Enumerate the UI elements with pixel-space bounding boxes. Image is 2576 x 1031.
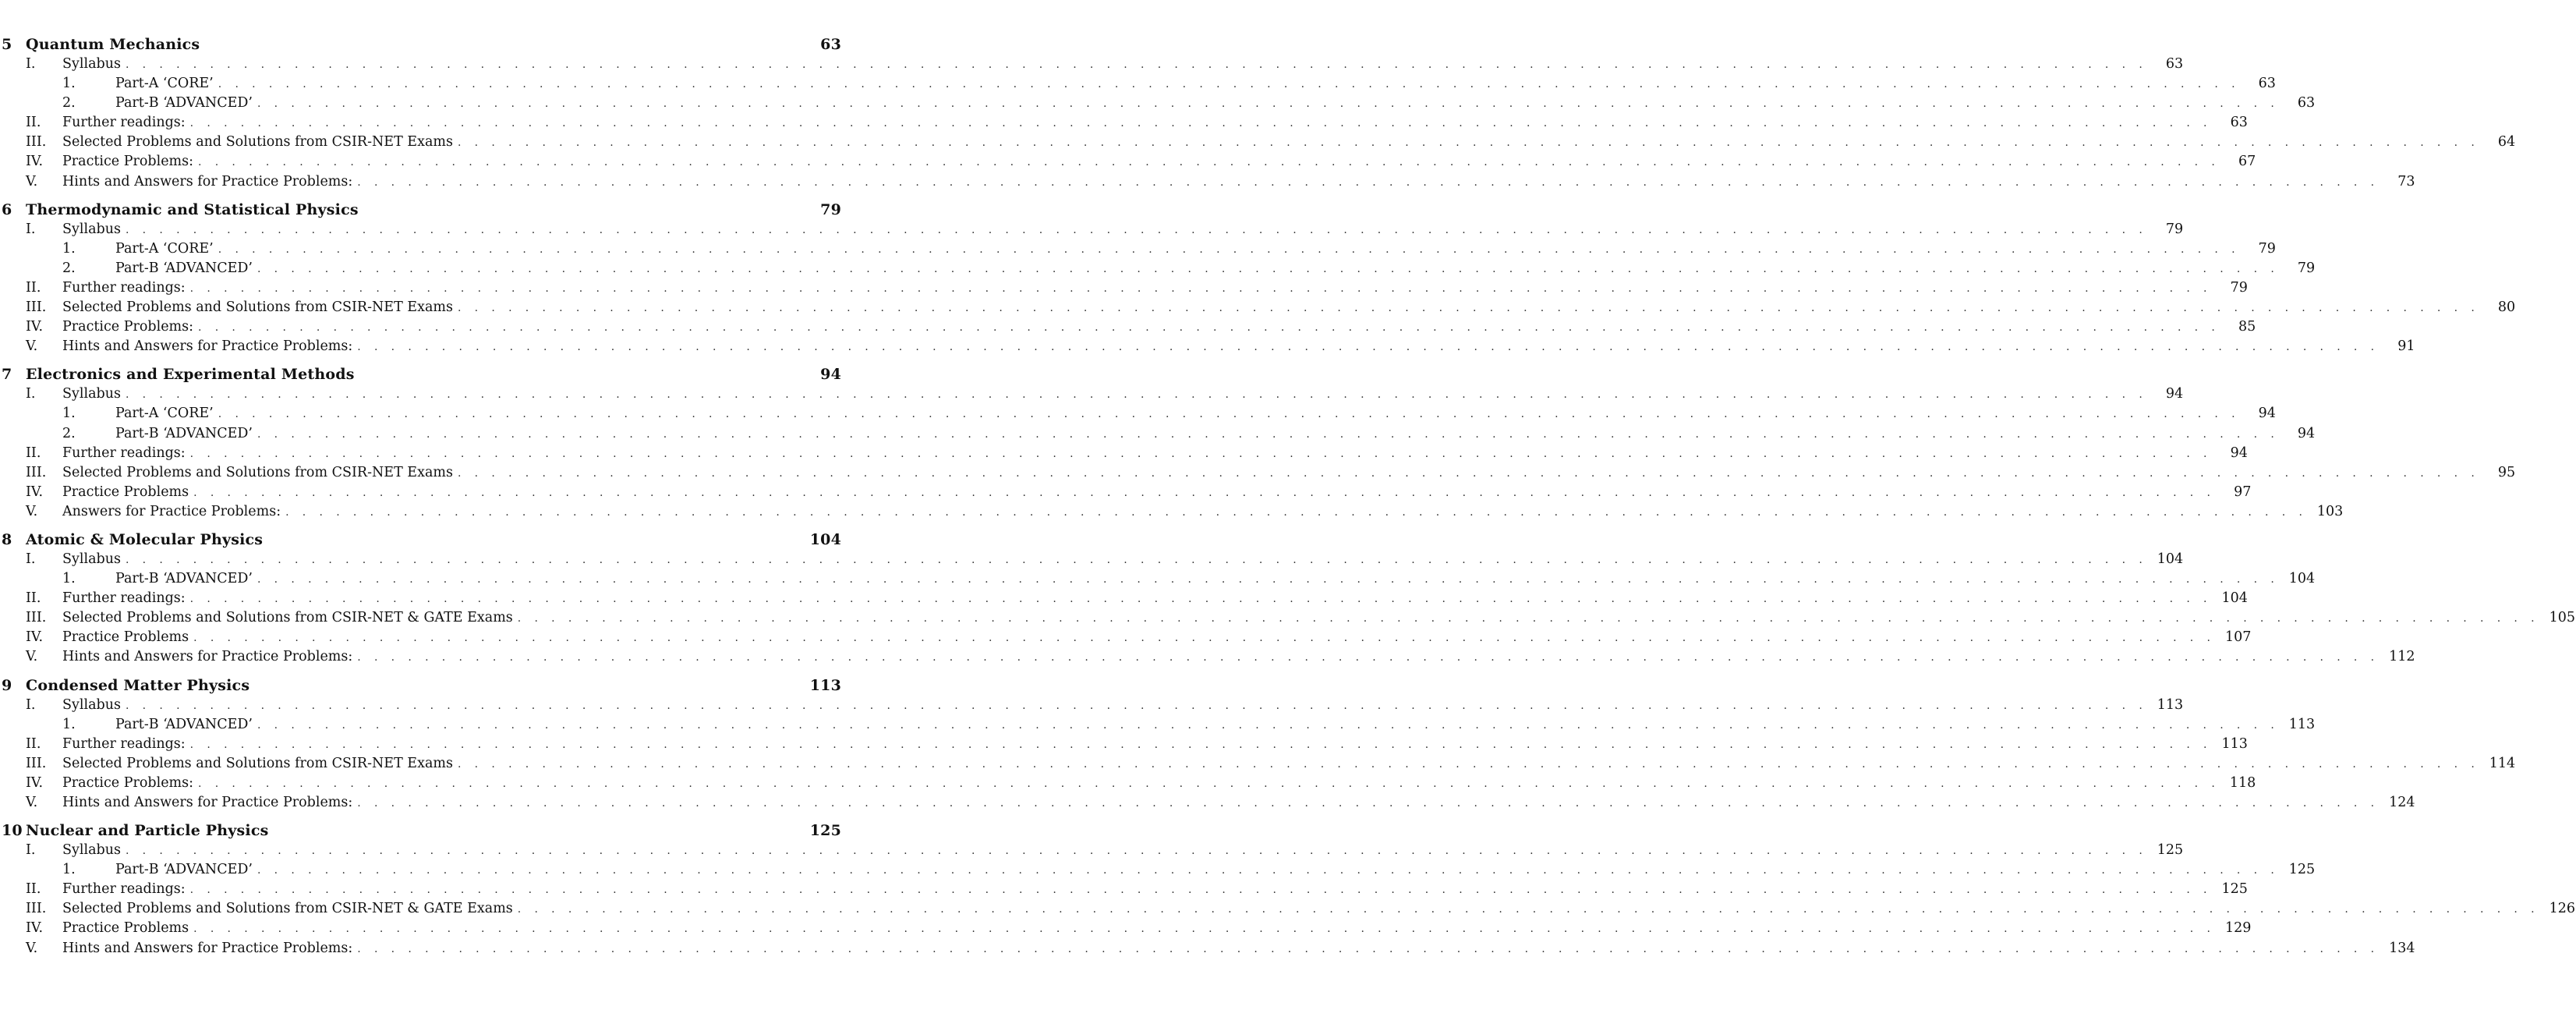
dot-leader: . . . . . . . . . . . . . . . . . . . . . . . . . . . . . . . . . . . . . . . . . . . . . . . . . . . . . . . . . . . . . . . . . . . . . . . . . . . . . . . . . . . . . . . . . . . . . . . . . . . . . . . . . . . . . . . . . . . . . . . . bbox=[218, 408, 2240, 421]
toc-entry[interactable] bbox=[0, 696, 2184, 717]
toc-entry[interactable] bbox=[0, 464, 2516, 484]
dot-leader: . . . . . . . . . . . . . . . . . . . . . . . . . . . . . . . . . . . . . . . . . . . . . . . . . . . . . . . . . . . . . . . . . . . . . . . . . . . . . . . . . . . . . . . . . . . . . . . . . . . . . . . . . . . . . . . . . . . . . . . . bbox=[218, 243, 2240, 256]
chapter-heading[interactable] bbox=[0, 531, 842, 551]
entry-number: 1. bbox=[62, 76, 76, 92]
entry-page-number: 125 bbox=[2288, 862, 2316, 878]
toc-entry[interactable] bbox=[0, 735, 2248, 756]
toc-entry[interactable] bbox=[0, 386, 2184, 406]
chapter-section bbox=[0, 822, 2575, 960]
dot-leader: . . . . . . . . . . . . . . . . . . . . . . . . . . . . . . . . . . . . . . . . . . . . . . . . . . . . . . . . . . . . . . . . . . . . . . . . . . . . . . . . . . . . . . . . . . . . . . . . . . . . . . . . . . . . . . . . . . . . . . . . bbox=[357, 175, 2380, 189]
toc-entry[interactable] bbox=[0, 795, 2415, 814]
entry-title: Part-B ‘ADVANCED’ bbox=[115, 716, 253, 732]
chapter-section bbox=[0, 530, 2575, 669]
entry-title: Practice Problems bbox=[62, 920, 189, 937]
toc-entry[interactable] bbox=[0, 134, 2516, 154]
dot-leader: . . . . . . . . . . . . . . . . . . . . . . . . . . . . . . . . . . . . . . . . . . . . . . . . . . . . . . . . . . . . . . . . . . . . . . . . . . . . . . . . . . . . . . . . . . . . . . . . . . . . . . . . . . . . . . . . . . . . . . . . bbox=[189, 884, 2212, 897]
entry-title: Practice Problems: bbox=[62, 774, 194, 791]
entry-title: Part-B ‘ADVANCED’ bbox=[115, 260, 253, 276]
entry-number: I. bbox=[26, 386, 36, 402]
chapter-heading[interactable] bbox=[0, 822, 842, 842]
dot-leader: . . . . . . . . . . . . . . . . . . . . . . . . . . . . . . . . . . . . . . . . . . . . . . . . . . . . . . . . . . . . . . . . . . . . . . . . . . . . . . . . . . . . . . . . . . . . . . . . . . . . . . . . . . . . . . . . . . . . . . . . bbox=[125, 58, 2148, 71]
entry-page-number: 104 bbox=[2288, 571, 2316, 587]
chapter-section bbox=[0, 676, 2516, 815]
dot-leader: . . . . . . . . . . . . . . . . . . . . . . . . . . . . . . . . . . . . . . . . . . . . . . . . . . . . . . . . . . . . . . . . . . . . . . . . . . . . . . . . . . . . . . . . . . . . . . . . . . . . . . . . . . . . . . . . . . . . . . . . bbox=[457, 466, 2480, 480]
dot-leader: . . . . . . . . . . . . . . . . . . . . . . . . . . . . . . . . . . . . . . . . . . . . . . . . . . . . . . . . . . . . . . . . . . . . . . . . . . . . . . . . . . . . . . . . . . . . . . . . . . . . . . . . . . . . . . . . . . . . . . . . bbox=[125, 845, 2148, 858]
toc-entry[interactable] bbox=[0, 484, 2252, 504]
chapter-title: Condensed Matter Physics bbox=[26, 676, 250, 694]
chapter-title: Thermodynamic and Statistical Physics bbox=[26, 200, 359, 218]
entry-title: Part-B ‘ADVANCED’ bbox=[115, 425, 253, 441]
entry-number: V. bbox=[26, 503, 38, 519]
chapter-page-number: 104 bbox=[809, 530, 841, 548]
entry-page-number: 118 bbox=[2229, 774, 2256, 791]
entry-page-number: 103 bbox=[2316, 503, 2344, 519]
chapter-number: 10 bbox=[2, 822, 23, 840]
entry-title: Hints and Answers for Practice Problems: bbox=[62, 649, 353, 665]
entry-number: II. bbox=[26, 735, 41, 752]
entry-page-number: 94 bbox=[2297, 425, 2316, 441]
chapter-number: 9 bbox=[2, 676, 12, 694]
chapter-page-number: 79 bbox=[820, 200, 841, 218]
entry-title: Further readings: bbox=[62, 279, 186, 296]
entry-title: Part-B ‘ADVANCED’ bbox=[115, 95, 253, 112]
entry-page-number: 113 bbox=[2157, 696, 2184, 713]
entry-number: 1. bbox=[62, 571, 76, 587]
entry-title: Practice Problems: bbox=[62, 319, 194, 335]
chapter-number: 8 bbox=[2, 530, 12, 548]
entry-number: V. bbox=[26, 649, 38, 665]
toc-subentry[interactable] bbox=[0, 571, 2316, 590]
toc-subentry[interactable] bbox=[0, 425, 2316, 445]
dot-leader: . . . . . . . . . . . . . . . . . . . . . . . . . . . . . . . . . . . . . . . . . . . . . . . . . . . . . . . . . . . . . . . . . . . . . . . . . . . . . . . . . . . . . . . . . . . . . . . . . . . . . . . . . . . . . . . . . . . . . . . . bbox=[257, 427, 2280, 441]
entry-page-number: 125 bbox=[2157, 842, 2184, 859]
entry-number: 1. bbox=[62, 716, 76, 732]
entry-number: 2. bbox=[62, 425, 76, 441]
chapter-heading[interactable] bbox=[0, 201, 842, 221]
toc-entry[interactable] bbox=[0, 920, 2252, 940]
entry-title: Hints and Answers for Practice Problems: bbox=[62, 173, 353, 190]
entry-page-number: 63 bbox=[2258, 76, 2276, 92]
entry-page-number: 94 bbox=[2230, 445, 2248, 461]
toc-subentry[interactable] bbox=[0, 406, 2276, 425]
entry-number: V. bbox=[26, 795, 38, 810]
dot-leader: . . . . . . . . . . . . . . . . . . . . . . . . . . . . . . . . . . . . . . . . . . . . . . . . . . . . . . . . . . . . . . . . . . . . . . . . . . . . . . . . . . . . . . . . . . . . . . . . . . . . . . . . . . . . . . . . . . . . . . . . bbox=[125, 223, 2148, 236]
entry-page-number: 79 bbox=[2230, 279, 2248, 296]
entry-title: Part-A ‘CORE’ bbox=[115, 406, 214, 422]
dot-leader: . . . . . . . . . . . . . . . . . . . . . . . . . . . . . . . . . . . . . . . . . . . . . . . . . . . . . . . . . . . . . . . . . . . . . . . . . . . . . . . . . . . . . . . . . . . . . . . . . . . . . . . . . . . . . . . . . . . . . . . . bbox=[125, 388, 2148, 402]
entry-page-number: 91 bbox=[2397, 338, 2415, 355]
entry-page-number: 73 bbox=[2397, 173, 2415, 190]
toc-entry[interactable] bbox=[0, 115, 2248, 134]
entry-title: Part-A ‘CORE’ bbox=[115, 76, 214, 92]
entry-number: III. bbox=[26, 464, 47, 480]
entry-page-number: 67 bbox=[2238, 154, 2256, 170]
chapter-title: Electronics and Experimental Methods bbox=[26, 366, 355, 384]
toc-entry[interactable] bbox=[0, 319, 2256, 338]
chapter-heading[interactable] bbox=[0, 366, 842, 386]
entry-number: I. bbox=[26, 842, 36, 859]
toc-entry[interactable] bbox=[0, 551, 2184, 571]
dot-leader: . . . . . . . . . . . . . . . . . . . . . . . . . . . . . . . . . . . . . . . . . . . . . . . . . . . . . . . . . . . . . . . . . . . . . . . . . . . . . . . . . . . . . . . . . . . . . . . . . . . . . . . . . . . . . . . . . . . . . . . . bbox=[193, 632, 2216, 645]
toc-entry[interactable] bbox=[0, 221, 2184, 241]
entry-title: Selected Problems and Solutions from CSIR-NET Exams bbox=[62, 134, 453, 151]
dot-leader: . . . . . . . . . . . . . . . . . . . . . . . . . . . . . . . . . . . . . . . . . . . . . . . . . . . . . . . . . . . . . . . . . . . . . . . . . . . . . . . . . . . . . . . . . . . . . . . . . . . . . . . . . . . . . . . . . . . . . . . . bbox=[257, 573, 2280, 586]
toc-entry[interactable] bbox=[0, 154, 2256, 173]
entry-title: Syllabus bbox=[62, 221, 121, 237]
entry-page-number: 94 bbox=[2165, 386, 2184, 402]
entry-title: Selected Problems and Solutions from CSIR-NET Exams bbox=[62, 464, 453, 480]
entry-title: Part-B ‘ADVANCED’ bbox=[115, 862, 253, 878]
chapter-page-number: 94 bbox=[820, 366, 841, 384]
dot-leader: . . . . . . . . . . . . . . . . . . . . . . . . . . . . . . . . . . . . . . . . . . . . . . . . . . . . . . . . . . . . . . . . . . . . . . . . . . . . . . . . . . . . . . . . . . . . . . . . . . . . . . . . . . . . . . . . . . . . . . . . bbox=[257, 718, 2280, 732]
entry-title: Further readings: bbox=[62, 445, 186, 461]
entry-number: IV. bbox=[26, 774, 44, 791]
toc-entry[interactable] bbox=[0, 629, 2252, 649]
toc-entry[interactable] bbox=[0, 901, 2575, 920]
dot-leader: . . . . . . . . . . . . . . . . . . . . . . . . . . . . . . . . . . . . . . . . . . . . . . . . . . . . . . . . . . . . . . . . . . . . . . . . . . . . . . . . . . . . . . . . . . . . . . . . . . . . . . . . . . . . . . . . . . . . . . . . bbox=[457, 302, 2480, 315]
dot-leader: . . . . . . . . . . . . . . . . . . . . . . . . . . . . . . . . . . . . . . . . . . . . . . . . . . . . . . . . . . . . . . . . . . . . . . . . . . . . . . . . . . . . . . . . . . . . . . . . . . . . . . . . . . . . . . . . . . . . . . . . bbox=[517, 612, 2539, 625]
entry-number: IV. bbox=[26, 319, 44, 335]
chapter-page-number: 125 bbox=[809, 822, 841, 840]
entry-number: III. bbox=[26, 134, 47, 151]
dot-leader: . . . . . . . . . . . . . . . . . . . . . . . . . . . . . . . . . . . . . . . . . . . . . . . . . . . . . . . . . . . . . . . . . . . . . . . . . . . . . . . . . . . . . . . . . . . . . . . . . . . . . . . . . . . . . . . . . . . . . . . . bbox=[189, 117, 2212, 130]
entry-number: III. bbox=[26, 610, 47, 626]
dot-leader: . . . . . . . . . . . . . . . . . . . . . . . . . . . . . . . . . . . . . . . . . . . . . . . . . . . . . . . . . . . . . . . . . . . . . . . . . . . . . . . . . . . . . . . . . . . . . . . . . . . . . . . . . . . . . . . . . . . . . . . . bbox=[198, 321, 2220, 335]
toc-entry[interactable] bbox=[0, 881, 2248, 901]
entry-number: V. bbox=[26, 940, 38, 956]
entry-page-number: 104 bbox=[2157, 551, 2184, 567]
dot-leader: . . . . . . . . . . . . . . . . . . . . . . . . . . . . . . . . . . . . . . . . . . . . . . . . . . . . . . . . . . . . . . . . . . . . . . . . . . . . . . . . . . . . . . . . . . . . . . . . . . . . . . . . . . . . . . . . . . . . . . . . bbox=[193, 486, 2216, 499]
entry-title: Practice Problems bbox=[62, 629, 189, 646]
toc-subentry[interactable] bbox=[0, 240, 2276, 260]
entry-title: Syllabus bbox=[62, 696, 121, 713]
entry-page-number: 63 bbox=[2297, 95, 2316, 112]
dot-leader: . . . . . . . . . . . . . . . . . . . . . . . . . . . . . . . . . . . . . . . . . . . . . . . . . . . . . . . . . . . . . . . . . . . . . . . . . . . . . . . . . . . . . . . . . . . . . . . . . . . . . . . . . . . . . . . . . . . . . . . . bbox=[189, 282, 2212, 295]
entry-number: 2. bbox=[62, 95, 76, 112]
entry-page-number: 79 bbox=[2165, 221, 2184, 237]
entry-page-number: 129 bbox=[2224, 920, 2252, 937]
chapter-number: 7 bbox=[2, 366, 12, 384]
entry-page-number: 63 bbox=[2230, 115, 2248, 131]
chapter-section bbox=[0, 366, 2516, 523]
entry-page-number: 80 bbox=[2497, 299, 2516, 316]
entry-page-number: 97 bbox=[2234, 484, 2252, 500]
entry-number: II. bbox=[26, 881, 41, 898]
entry-number: III. bbox=[26, 901, 47, 917]
entry-number: IV. bbox=[26, 154, 44, 170]
entry-page-number: 107 bbox=[2224, 629, 2252, 646]
toc-subentry[interactable] bbox=[0, 260, 2316, 280]
entry-title: Selected Problems and Solutions from CSIR-NET & GATE Exams bbox=[62, 610, 513, 626]
entry-page-number: 85 bbox=[2238, 319, 2256, 335]
entry-number: IV. bbox=[26, 484, 44, 500]
entry-title: Further readings: bbox=[62, 115, 186, 131]
entry-title: Practice Problems bbox=[62, 484, 189, 500]
dot-leader: . . . . . . . . . . . . . . . . . . . . . . . . . . . . . . . . . . . . . . . . . . . . . . . . . . . . . . . . . . . . . . . . . . . . . . . . . . . . . . . . . . . . . . . . . . . . . . . . . . . . . . . . . . . . . . . . . . . . . . . . bbox=[198, 777, 2220, 790]
toc-subentry[interactable] bbox=[0, 76, 2276, 95]
entry-title: Answers for Practice Problems: bbox=[62, 503, 281, 519]
entry-number: I. bbox=[26, 551, 36, 567]
entry-title: Selected Problems and Solutions from CSIR-NET Exams bbox=[62, 755, 453, 771]
table-of-contents bbox=[0, 36, 2575, 968]
dot-leader: . . . . . . . . . . . . . . . . . . . . . . . . . . . . . . . . . . . . . . . . . . . . . . . . . . . . . . . . . . . . . . . . . . . . . . . . . . . . . . . . . . . . . . . . . . . . . . . . . . . . . . . . . . . . . . . . . . . . . . . . bbox=[457, 136, 2480, 150]
entry-number: V. bbox=[26, 173, 38, 190]
entry-number: II. bbox=[26, 115, 41, 131]
entry-title: Selected Problems and Solutions from CSIR-NET Exams bbox=[62, 299, 453, 316]
toc-subentry[interactable] bbox=[0, 95, 2316, 115]
dot-leader: . . . . . . . . . . . . . . . . . . . . . . . . . . . . . . . . . . . . . . . . . . . . . . . . . . . . . . . . . . . . . . . . . . . . . . . . . . . . . . . . . . . . . . . . . . . . . . . . . . . . . . . . . . . . . . . . . . . . . . . . bbox=[193, 923, 2216, 936]
entry-number: II. bbox=[26, 445, 41, 461]
entry-number: II. bbox=[26, 590, 41, 607]
toc-entry[interactable] bbox=[0, 503, 2344, 523]
chapter-page-number: 113 bbox=[809, 676, 841, 694]
entry-number: I. bbox=[26, 696, 36, 713]
entry-number: 1. bbox=[62, 862, 76, 878]
chapter-title: Nuclear and Particle Physics bbox=[26, 822, 269, 840]
toc-entry[interactable] bbox=[0, 299, 2516, 319]
entry-page-number: 113 bbox=[2288, 716, 2316, 732]
dot-leader: . . . . . . . . . . . . . . . . . . . . . . . . . . . . . . . . . . . . . . . . . . . . . . . . . . . . . . . . . . . . . . . . . . . . . . . . . . . . . . . . . . . . . . . . . . . . . . . . . . . . . . . . . . . . . . . . . . . . . . . . bbox=[218, 78, 2240, 91]
entry-number: V. bbox=[26, 338, 38, 355]
entry-number: III. bbox=[26, 299, 47, 316]
entry-title: Part-B ‘ADVANCED’ bbox=[115, 571, 253, 587]
toc-entry[interactable] bbox=[0, 774, 2256, 795]
toc-entry[interactable] bbox=[0, 649, 2415, 668]
dot-leader: . . . . . . . . . . . . . . . . . . . . . . . . . . . . . . . . . . . . . . . . . . . . . . . . . . . . . . . . . . . . . . . . . . . . . . . . . . . . . . . . . . . . . . . . . . . . . . . . . . . . . . . . . . . . . . . . . . . . . . . . bbox=[125, 553, 2148, 566]
entry-title: Hints and Answers for Practice Problems: bbox=[62, 795, 353, 810]
entry-number: IV. bbox=[26, 629, 44, 646]
entry-title: Further readings: bbox=[62, 881, 186, 898]
toc-entry[interactable] bbox=[0, 610, 2575, 629]
entry-title: Part-A ‘CORE’ bbox=[115, 240, 214, 257]
entry-page-number: 125 bbox=[2221, 881, 2248, 898]
dot-leader: . . . . . . . . . . . . . . . . . . . . . . . . . . . . . . . . . . . . . . . . . . . . . . . . . . . . . . . . . . . . . . . . . . . . . . . . . . . . . . . . . . . . . . . . . . . . . . . . . . . . . . . . . . . . . . . . . . . . . . . . bbox=[457, 757, 2480, 771]
dot-leader: . . . . . . . . . . . . . . . . . . . . . . . . . . . . . . . . . . . . . . . . . . . . . . . . . . . . . . . . . . . . . . . . . . . . . . . . . . . . . . . . . . . . . . . . . . . . . . . . . . . . . . . . . . . . . . . . . . . . . . . . bbox=[257, 262, 2280, 275]
chapter-number: 5 bbox=[2, 36, 12, 53]
dot-leader: . . . . . . . . . . . . . . . . . . . . . . . . . . . . . . . . . . . . . . . . . . . . . . . . . . . . . . . . . . . . . . . . . . . . . . . . . . . . . . . . . . . . . . . . . . . . . . . . . . . . . . . . . . . . . . . . . . . . . . . . bbox=[357, 341, 2380, 354]
entry-page-number: 79 bbox=[2297, 260, 2316, 276]
entry-title: Selected Problems and Solutions from CSIR-NET & GATE Exams bbox=[62, 901, 513, 917]
dot-leader: . . . . . . . . . . . . . . . . . . . . . . . . . . . . . . . . . . . . . . . . . . . . . . . . . . . . . . . . . . . . . . . . . . . . . . . . . . . . . . . . . . . . . . . . . . . . . . . . . . . . . . . . . . . . . . . . . . . . . . . . bbox=[357, 651, 2380, 664]
entry-title: Further readings: bbox=[62, 590, 186, 607]
entry-page-number: 134 bbox=[2389, 940, 2415, 956]
entry-number: II. bbox=[26, 279, 41, 296]
entry-page-number: 64 bbox=[2497, 134, 2516, 151]
toc-entry[interactable] bbox=[0, 940, 2415, 960]
entry-number: 1. bbox=[62, 406, 76, 422]
dot-leader: . . . . . . . . . . . . . . . . . . . . . . . . . . . . . . . . . . . . . . . . . . . . . . . . . . . . . . . . . . . . . . . . . . . . . . . . . . . . . . . . . . . . . . . . . . . . . . . . . . . . . . . . . . . . . . . . . . . . . . . . bbox=[257, 97, 2280, 111]
chapter-page-number: 63 bbox=[820, 36, 841, 53]
entry-number: I. bbox=[26, 56, 36, 72]
dot-leader: . . . . . . . . . . . . . . . . . . . . . . . . . . . . . . . . . . . . . . . . . . . . . . . . . . . . . . . . . . . . . . . . . . . . . . . . . . . . . . . . . . . . . . . . . . . . . . . . . . . . . . . . . . . . . . . . . . . . . . . . bbox=[357, 942, 2380, 955]
toc-entry[interactable] bbox=[0, 842, 2184, 862]
dot-leader: . . . . . . . . . . . . . . . . . . . . . . . . . . . . . . . . . . . . . . . . . . . . . . . . . . . . . . . . . . . . . . . . . . . . . . . . . . . . . . . . . . . . . . . . . . . . . . . . . . . . . . . . . . . . . . . . . . . . . . . . bbox=[198, 156, 2220, 169]
dot-leader: . . . . . . . . . . . . . . . . . . . . . . . . . . . . . . . . . . . . . . . . . . . . . . . . . . . . . . . . . . . . . . . . . . . . . . . . . . . . . . . . . . . . . . . . . . . . . . . . . . . . . . . . . . . . . . . . . . . . . . . . bbox=[257, 864, 2280, 877]
entry-page-number: 104 bbox=[2221, 590, 2248, 607]
entry-title: Hints and Answers for Practice Problems: bbox=[62, 940, 353, 956]
toc-entry[interactable] bbox=[0, 279, 2248, 299]
entry-page-number: 105 bbox=[2549, 610, 2575, 626]
toc-entry[interactable] bbox=[0, 590, 2248, 610]
chapter-section bbox=[0, 36, 2516, 193]
entry-number: 2. bbox=[62, 260, 76, 276]
dot-leader: . . . . . . . . . . . . . . . . . . . . . . . . . . . . . . . . . . . . . . . . . . . . . . . . . . . . . . . . . . . . . . . . . . . . . . . . . . . . . . . . . . . . . . . . . . . . . . . . . . . . . . . . . . . . . . . . . . . . . . . . bbox=[285, 505, 2308, 519]
toc-entry[interactable] bbox=[0, 755, 2516, 775]
entry-title: Further readings: bbox=[62, 735, 186, 752]
chapter-section bbox=[0, 200, 2516, 359]
dot-leader: . . . . . . . . . . . . . . . . . . . . . . . . . . . . . . . . . . . . . . . . . . . . . . . . . . . . . . . . . . . . . . . . . . . . . . . . . . . . . . . . . . . . . . . . . . . . . . . . . . . . . . . . . . . . . . . . . . . . . . . . bbox=[357, 797, 2380, 810]
chapter-heading[interactable] bbox=[0, 36, 842, 56]
entry-title: Hints and Answers for Practice Problems: bbox=[62, 338, 353, 355]
entry-number: I. bbox=[26, 221, 36, 237]
entry-number: 1. bbox=[62, 240, 76, 257]
entry-number: IV. bbox=[26, 920, 44, 937]
chapter-number: 6 bbox=[2, 200, 12, 218]
entry-page-number: 79 bbox=[2258, 240, 2276, 257]
entry-page-number: 94 bbox=[2258, 406, 2276, 422]
dot-leader: . . . . . . . . . . . . . . . . . . . . . . . . . . . . . . . . . . . . . . . . . . . . . . . . . . . . . . . . . . . . . . . . . . . . . . . . . . . . . . . . . . . . . . . . . . . . . . . . . . . . . . . . . . . . . . . . . . . . . . . . bbox=[189, 738, 2212, 751]
chapter-title: Quantum Mechanics bbox=[26, 36, 200, 53]
entry-number: III. bbox=[26, 755, 47, 771]
dot-leader: . . . . . . . . . . . . . . . . . . . . . . . . . . . . . . . . . . . . . . . . . . . . . . . . . . . . . . . . . . . . . . . . . . . . . . . . . . . . . . . . . . . . . . . . . . . . . . . . . . . . . . . . . . . . . . . . . . . . . . . . bbox=[517, 903, 2539, 916]
chapter-title: Atomic & Molecular Physics bbox=[26, 530, 264, 548]
toc-entry[interactable] bbox=[0, 338, 2415, 358]
entry-title: Syllabus bbox=[62, 386, 121, 402]
toc-subentry[interactable] bbox=[0, 862, 2316, 881]
entry-page-number: 113 bbox=[2221, 735, 2248, 752]
dot-leader: . . . . . . . . . . . . . . . . . . . . . . . . . . . . . . . . . . . . . . . . . . . . . . . . . . . . . . . . . . . . . . . . . . . . . . . . . . . . . . . . . . . . . . . . . . . . . . . . . . . . . . . . . . . . . . . . . . . . . . . . bbox=[189, 593, 2212, 606]
entry-page-number: 95 bbox=[2497, 464, 2516, 480]
toc-entry[interactable] bbox=[0, 173, 2415, 193]
dot-leader: . . . . . . . . . . . . . . . . . . . . . . . . . . . . . . . . . . . . . . . . . . . . . . . . . . . . . . . . . . . . . . . . . . . . . . . . . . . . . . . . . . . . . . . . . . . . . . . . . . . . . . . . . . . . . . . . . . . . . . . . bbox=[125, 699, 2148, 712]
entry-page-number: 114 bbox=[2489, 755, 2516, 771]
toc-subentry[interactable] bbox=[0, 716, 2316, 736]
entry-title: Syllabus bbox=[62, 842, 121, 859]
entry-page-number: 63 bbox=[2165, 56, 2184, 72]
entry-page-number: 126 bbox=[2549, 901, 2575, 917]
entry-title: Syllabus bbox=[62, 551, 121, 567]
chapter-heading[interactable] bbox=[0, 677, 842, 697]
entry-title: Practice Problems: bbox=[62, 154, 194, 170]
toc-entry[interactable] bbox=[0, 56, 2184, 76]
entry-page-number: 112 bbox=[2389, 649, 2415, 665]
toc-entry[interactable] bbox=[0, 445, 2248, 465]
entry-page-number: 124 bbox=[2389, 795, 2415, 810]
entry-title: Syllabus bbox=[62, 56, 121, 72]
dot-leader: . . . . . . . . . . . . . . . . . . . . . . . . . . . . . . . . . . . . . . . . . . . . . . . . . . . . . . . . . . . . . . . . . . . . . . . . . . . . . . . . . . . . . . . . . . . . . . . . . . . . . . . . . . . . . . . . . . . . . . . . bbox=[189, 447, 2212, 460]
